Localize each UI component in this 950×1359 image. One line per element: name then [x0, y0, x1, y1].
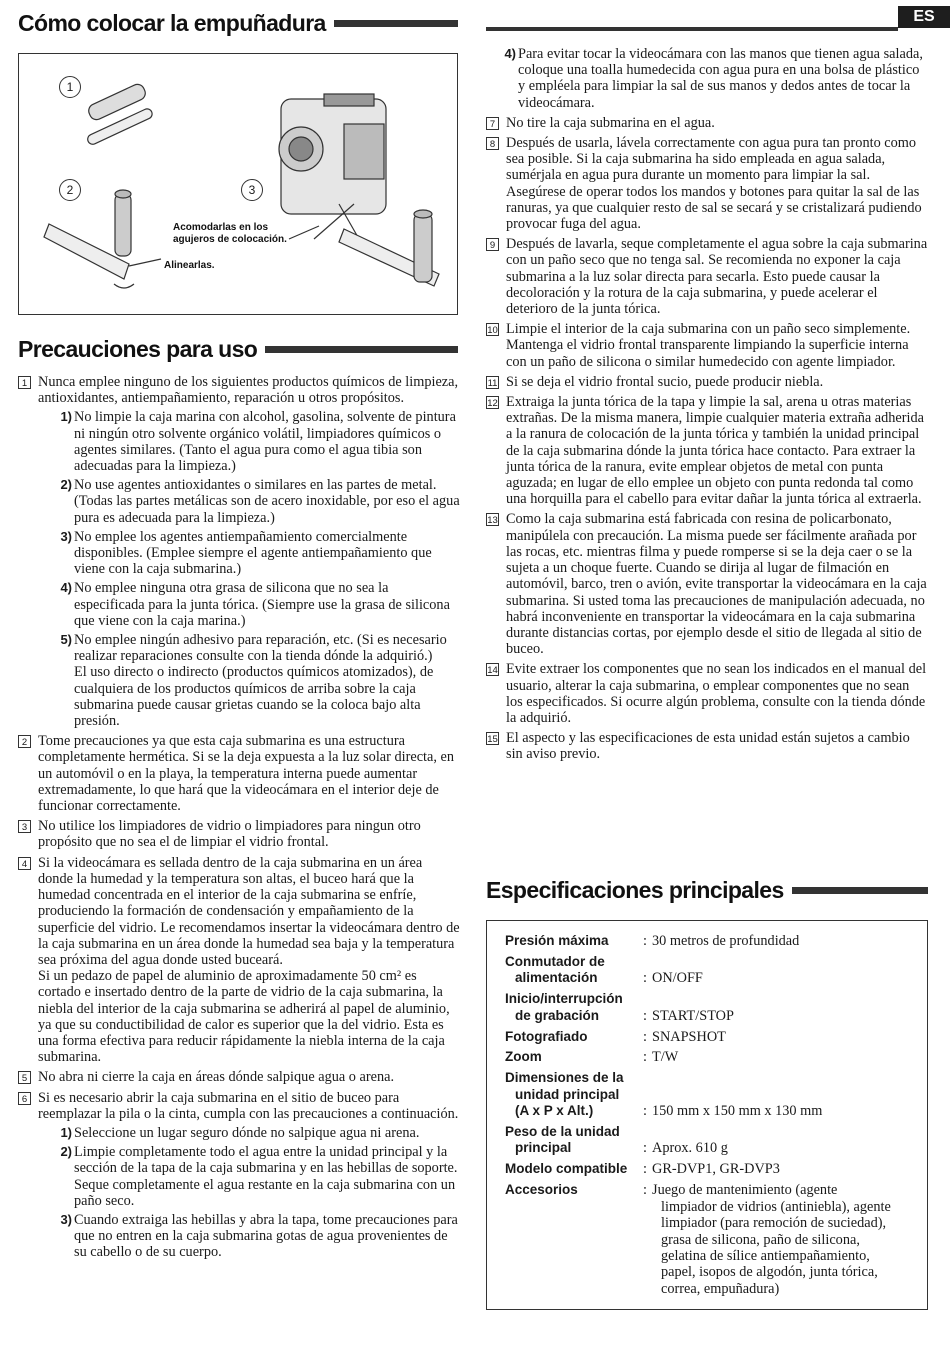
precaution-item-9	[486, 236, 928, 317]
spec-value-line	[643, 1248, 917, 1264]
spec-value-line	[643, 1140, 917, 1156]
item-extra: Asegúrese de operar todos los mandos y botones para quitar la sal de las ranuras, ya que cualquier resto de sal se secará y se cristalizará pudiendo provocar fuga del agua.	[506, 183, 922, 233]
spec-value-text: gelatina de sílice antiempañamiento,	[661, 1247, 870, 1264]
grip-title: Cómo colocar la empuñadura	[18, 10, 326, 36]
item-text: Como la caja submarina está fabricada con resina de policarbonato, manipúlela con precaución. La misma puede ser fácilmente arañada por las rocas, etc. mientras filma y puede romperse si se la deja caer o se la sujeta a un choque fuerte. Cuando se dirija al lugar de filmación en automóvil, barco, tren o avión, evite transportar la videocámara en la caja submarina. Si usted toma las precauciones de manipulación adecuada, no habrá inconveniente en transportar la videocámara en la caja submarina durante distancias cortas, por ejemplo desde el sitio de llegada al sitio de buceo.	[506, 511, 927, 658]
precaution-item-11	[486, 374, 928, 390]
spec-key	[505, 1161, 643, 1177]
spec-key-line: Inicio/interrupción	[505, 991, 623, 1007]
spec-colon: :	[643, 1161, 647, 1178]
heading-bar	[265, 346, 458, 353]
top-rule	[486, 27, 898, 31]
item-text: Limpie el interior de la caja submarina con un paño seco simplemente. Mantenga el vidrio frontal transparente limpiando la superficie interna con un paño de silicona o similar humedecido con agente limpiador.	[506, 321, 911, 370]
grip-figure	[18, 53, 458, 315]
spec-colon: :	[643, 1182, 647, 1199]
precaution-item-7	[486, 115, 928, 131]
spec-value-line	[643, 1281, 917, 1297]
item-number: 4	[18, 857, 31, 870]
spec-colon: :	[643, 1028, 647, 1045]
spec-value	[643, 1124, 917, 1157]
grip-illustration	[19, 54, 458, 315]
sub-item-continued	[482, 46, 928, 111]
spec-colon	[643, 1215, 652, 1231]
step-3-marker: 3	[241, 179, 263, 201]
spec-key-line: de grabación	[515, 1007, 600, 1023]
item-text: Si es necesario abrir la caja submarina en el sitio de buceo para reemplazar la pila o la cinta, cumpla con las precauciones a continuación.	[38, 1089, 459, 1122]
spec-row	[505, 1161, 917, 1177]
item-extra: Si un pedazo de papel de aluminio de aproximadamente 50 cm² es cortado e insertado dentro de la parte de vidrio de la caja submarina, la niebla del interior de la caja submarina se adherirá al papel de aluminio, ya que su conductibilidad de calor es superior que la del vidrio. Esta es una forma efectiva para reducir rápidamente la niebla interna de la caja submarina.	[38, 968, 450, 1066]
spec-colon	[643, 1199, 652, 1215]
spec-value-line	[643, 1029, 917, 1045]
item-text: Nunca emplee ninguno de los siguientes productos químicos de limpieza, antioxidantes, antiempañamiento, reparación u otros propósitos.	[38, 374, 459, 407]
item-text: No tire la caja submarina en el agua.	[506, 114, 715, 131]
item-number: 11	[487, 377, 498, 389]
spec-row	[505, 1070, 917, 1119]
specs-heading	[486, 877, 928, 904]
precautions-left-column	[18, 374, 460, 1265]
spec-value-text: Juego de mantenimiento (agente	[652, 1182, 838, 1199]
item-text: Después de usarla, lávela correctamente con agua pura tan pronto como sea posible. Si la caja submarina ha sido empleada en agua salada, sumérjala en agua pura durante un momento para limpiar la sal.	[506, 135, 917, 184]
item-number: 13	[487, 515, 498, 527]
spec-value-line	[643, 970, 917, 986]
sub-item	[38, 632, 460, 664]
spec-row	[505, 1049, 917, 1065]
spec-value-line	[643, 1103, 917, 1119]
item-number: 10	[487, 325, 498, 337]
precaution-item-5	[18, 1069, 460, 1085]
spec-value-text: 150 mm x 150 mm x 130 mm	[652, 1103, 823, 1120]
spec-value-line	[643, 1232, 917, 1248]
spec-row	[505, 954, 917, 987]
item-text: Evite extraer los componentes que no sean los indicados en el manual del usuario, alterar la caja submarina, o emplear componentes que no sean los especificados. Si ocurre algún problema, consulte con la tienda dónde la adquirió.	[506, 661, 927, 726]
sub-text: No use agentes antioxidantes o similares en las partes de metal. (Todas las partes metálicas son de acero inoxidable, por eso el agua pura es adecuada para la limpieza.)	[74, 477, 460, 526]
spec-row	[505, 933, 917, 949]
spec-key-line: Modelo compatible	[505, 1161, 628, 1177]
spec-value-line	[643, 1008, 917, 1024]
item-number: 5	[18, 1071, 31, 1084]
precaution-item-8	[486, 135, 928, 232]
spec-key-line: Presión máxima	[505, 933, 609, 948]
spec-value-text: limpiador (para remoción de suciedad),	[661, 1215, 887, 1232]
spec-value	[643, 1161, 917, 1177]
spec-key	[505, 1049, 643, 1065]
spec-value	[643, 991, 917, 1024]
housing	[279, 94, 439, 286]
sub-item	[38, 1212, 460, 1261]
precautions-right-column	[486, 46, 928, 767]
spec-value	[643, 1029, 917, 1045]
item-text: Después de lavarla, seque completamente el agua sobre la caja submarina con un paño seco que no tenga sal. Se recomienda no exponer la caja submarina a la luz solar directa para secarla. Esto puede causar la decoloración y la rotura de la caja submarina, y puede acelerar el deterioro de la junta tórica.	[506, 236, 928, 318]
precaution-item-4	[18, 855, 460, 1066]
precaution-item-12	[486, 394, 928, 507]
spec-row	[505, 1182, 917, 1297]
sub-text: Para evitar tocar la videocámara con las manos que tienen agua salada, coloque una toalla humedecida con agua pura en una bolsa de plástico y empléela para limpiar la sal de sus manos y dedos antes de tocar la videocámara.	[518, 46, 923, 111]
precaution-item-1	[18, 374, 460, 729]
spec-key	[505, 1124, 643, 1157]
heading-bar	[334, 20, 458, 27]
spec-value-text: ON/OFF	[652, 970, 703, 987]
sub-text: No emplee ningún adhesivo para reparación, etc. (Si es necesario realizar reparaciones consulte con la tienda dónde la adquirió.)	[74, 632, 447, 665]
spec-value-text: Aprox. 610 g	[652, 1140, 728, 1157]
sub-number: 3)	[60, 528, 72, 544]
spec-colon: :	[643, 1049, 647, 1066]
spec-value-line	[643, 1161, 917, 1177]
sub-item	[38, 580, 460, 629]
spec-key	[505, 1182, 643, 1297]
sub-number: 2)	[60, 1144, 72, 1160]
spec-key-line: Zoom	[505, 1049, 542, 1065]
item-number: 1	[18, 376, 31, 389]
sub-text: No limpie la caja marina con alcohol, gasolina, solvente de pintura ni ningún otro solvente orgánico volátil, limpiadores químicos o agentes similares. (Tanto el agua pura como el agua tibia son adecuadas para la limpieza.)	[74, 409, 456, 475]
spec-colon: :	[643, 933, 647, 949]
handle-part-1	[86, 82, 154, 146]
spec-value-line	[643, 1215, 917, 1231]
sub-number: 4)	[504, 46, 516, 61]
spec-colon	[643, 1281, 652, 1297]
language-tab: ES	[898, 6, 950, 28]
spec-key-line: Peso de la unidad	[505, 1124, 620, 1140]
spec-value-text: T/W	[652, 1049, 679, 1066]
spec-row	[505, 991, 917, 1024]
item-text: Tome precauciones ya que esta caja submarina es una estructura completamente hermética. Si se la deja expuesta a la luz solar directa, en un automóvil o en la playa, la temperatura interna puede aumentar extremadamente, lo que hará que la videocámara en el interior deje de funcionar correctamente.	[38, 733, 455, 815]
sub-note: El uso directo o indirecto (productos químicos atomizados), de cualquiera de los productos químicos de arriba sobre la caja submarina puede causar grietas cuando se la coloca bajo alta presión.	[74, 664, 434, 730]
spec-value-text: START/STOP	[652, 1007, 734, 1024]
spec-value-text: grasa de silicona, paño de silicona,	[661, 1231, 860, 1248]
spec-key	[505, 954, 643, 987]
spec-value-line	[643, 1182, 917, 1198]
item-text: No abra ni cierre la caja en áreas dónde salpique agua o arena.	[38, 1069, 395, 1086]
spec-value	[643, 933, 917, 949]
item-text: El aspecto y las especificaciones de esta unidad están sujetos a cambio sin aviso previo.	[506, 730, 910, 763]
spec-key	[505, 1070, 643, 1119]
step-2-marker: 2	[59, 179, 81, 201]
spec-colon: :	[643, 970, 647, 987]
precaution-item-14	[486, 661, 928, 726]
spec-value-line	[643, 933, 917, 949]
sub-number: 5)	[60, 632, 72, 648]
item-number: 9	[486, 238, 499, 251]
spec-value-text: GR-DVP1, GR-DVP3	[652, 1161, 780, 1178]
sub-text: Seleccione un lugar seguro dónde no salpique agua ni arena.	[74, 1124, 420, 1141]
sub-item	[38, 1144, 460, 1209]
spec-value-line	[643, 1264, 917, 1280]
precaution-item-13	[486, 511, 928, 657]
item-text: Si la videocámara es sellada dentro de la caja submarina en un área donde la humedad y la temperatura son altas, el buceo hará que la humedad concentrada en el interior de la caja submarina se enfríe, produciendo la formación de condensación y empañamiento de la superficie del vidrio. Le recomendamos insertar la videocámara dentro de la caja submarina en un área donde la humedad sea baja y la temperatura sea próxima del agua donde usted buceará.	[38, 854, 460, 968]
grip-heading	[18, 10, 458, 37]
heading-bar	[792, 887, 928, 894]
spec-value	[643, 1070, 917, 1119]
label-align: Alinearlas.	[164, 260, 215, 271]
spec-value-line	[643, 1199, 917, 1215]
specs-title: Especificaciones principales	[486, 877, 784, 903]
item-number: 6	[18, 1092, 31, 1105]
item-number: 7	[486, 117, 499, 130]
label-fit	[173, 222, 287, 246]
sub-text: Limpie completamente todo el agua entre la unidad principal y la sección de la tapa de la caja submarina y en las hebillas de soporte. Seque completamente el agua restante en la caja submarina con un paño seco.	[74, 1144, 458, 1209]
spec-value	[643, 1049, 917, 1065]
sub-item	[38, 409, 460, 474]
spec-key-line: alimentación	[515, 970, 598, 986]
spec-colon	[643, 1264, 652, 1280]
sub-number: 3)	[60, 1211, 72, 1227]
precaution-item-10	[486, 321, 928, 370]
precaution-item-3	[18, 818, 460, 850]
sub-item	[38, 1125, 460, 1141]
handle-part-2	[44, 190, 161, 288]
precautions-heading	[18, 336, 458, 363]
item-number: 2	[18, 735, 31, 748]
sub-number: 2)	[60, 477, 72, 493]
spec-row	[505, 1124, 917, 1157]
label-fit-line-1: Acomodarlas en los	[173, 222, 269, 233]
spec-key	[505, 933, 643, 949]
spec-key-line: principal	[515, 1140, 572, 1156]
spec-value-text: correa, empuñadura)	[661, 1280, 780, 1297]
spec-key-line: Accesorios	[505, 1182, 578, 1198]
sub-text: No emplee los agentes antiempañamiento comercialmente disponibles. (Emplee siempre el agente antiempañamiento que viene con la caja submarina.)	[74, 528, 432, 578]
spec-key-line: (A x P x Alt.)	[515, 1103, 594, 1119]
sub-number: 1)	[60, 1124, 72, 1140]
spec-colon: :	[643, 1140, 647, 1157]
step-1-marker: 1	[59, 76, 81, 98]
spec-colon: :	[643, 1007, 647, 1024]
spec-value-text: limpiador de vidrios (antiniebla), agente	[661, 1198, 891, 1215]
item-text: Extraiga la junta tórica de la tapa y limpie la sal, arena u otras materias extrañas. De la misma manera, limpie cualquier materia extraña adherida a la ranura de colocación de la junta tórica y también la unidad principal de la caja submarina dónde la junta tórica hace contacto. Para extraer la junta tórica de la ranura, evite emplear objetos de metal con punta aguzada; en lugar de ello emplee un objeto con punta redonda tal como una horquilla para el cabello para evitar dañar la junta tórica al extraerla.	[506, 394, 924, 508]
sub-number: 1)	[60, 409, 72, 425]
sub-text: No emplee ninguna otra grasa de silicona que no sea la especificada para la junta tórica. (Siempre use la grasa de silicona que viene con la caja marina.)	[74, 580, 450, 629]
spec-key-line: Dimensiones de la	[505, 1070, 624, 1086]
label-fit-line-2: agujeros de colocación.	[173, 234, 287, 245]
spec-value	[643, 954, 917, 987]
item-number: 12	[487, 398, 498, 410]
item-number: 14	[487, 665, 498, 677]
spec-key	[505, 1029, 643, 1045]
spec-key-line: Fotografiado	[505, 1028, 588, 1044]
spec-value-text: 30 metros de profundidad	[652, 933, 800, 949]
spec-value-line	[643, 1049, 917, 1065]
sub-text: Cuando extraiga las hebillas y abra la tapa, tome precauciones para que no entren en la caja submarina gotas de agua provenientes de su cabello o de su cuerpo.	[74, 1211, 458, 1261]
item-number: 8	[486, 137, 499, 150]
spec-value-text: SNAPSHOT	[652, 1028, 726, 1045]
precaution-item-6	[18, 1090, 460, 1261]
sub-item	[38, 529, 460, 578]
item-text: No utilice los limpiadores de vidrio o limpiadores para ningun otro propósito que no sea el de limpiar el vidrio frontal.	[38, 818, 421, 851]
spec-value-text: papel, isopos de algodón, junta tórica,	[661, 1264, 878, 1281]
precaution-item-15	[486, 730, 928, 762]
item-text: Si se deja el vidrio frontal sucio, puede producir niebla.	[506, 373, 824, 390]
sub-item	[38, 477, 460, 526]
sub-number: 4)	[60, 580, 72, 596]
spec-key-line: unidad principal	[515, 1086, 620, 1102]
spec-colon	[643, 1248, 652, 1264]
specs-table	[486, 920, 928, 1310]
precautions-title: Precauciones para uso	[18, 336, 258, 362]
spec-key	[505, 991, 643, 1024]
precaution-item-2	[18, 733, 460, 814]
spec-key-line: Conmutador de	[505, 953, 605, 969]
spec-value	[643, 1182, 917, 1297]
spec-colon: :	[643, 1103, 647, 1120]
spec-colon	[643, 1232, 652, 1248]
item-number: 3	[18, 820, 31, 833]
spec-row	[505, 1029, 917, 1045]
item-number: 15	[487, 734, 498, 746]
